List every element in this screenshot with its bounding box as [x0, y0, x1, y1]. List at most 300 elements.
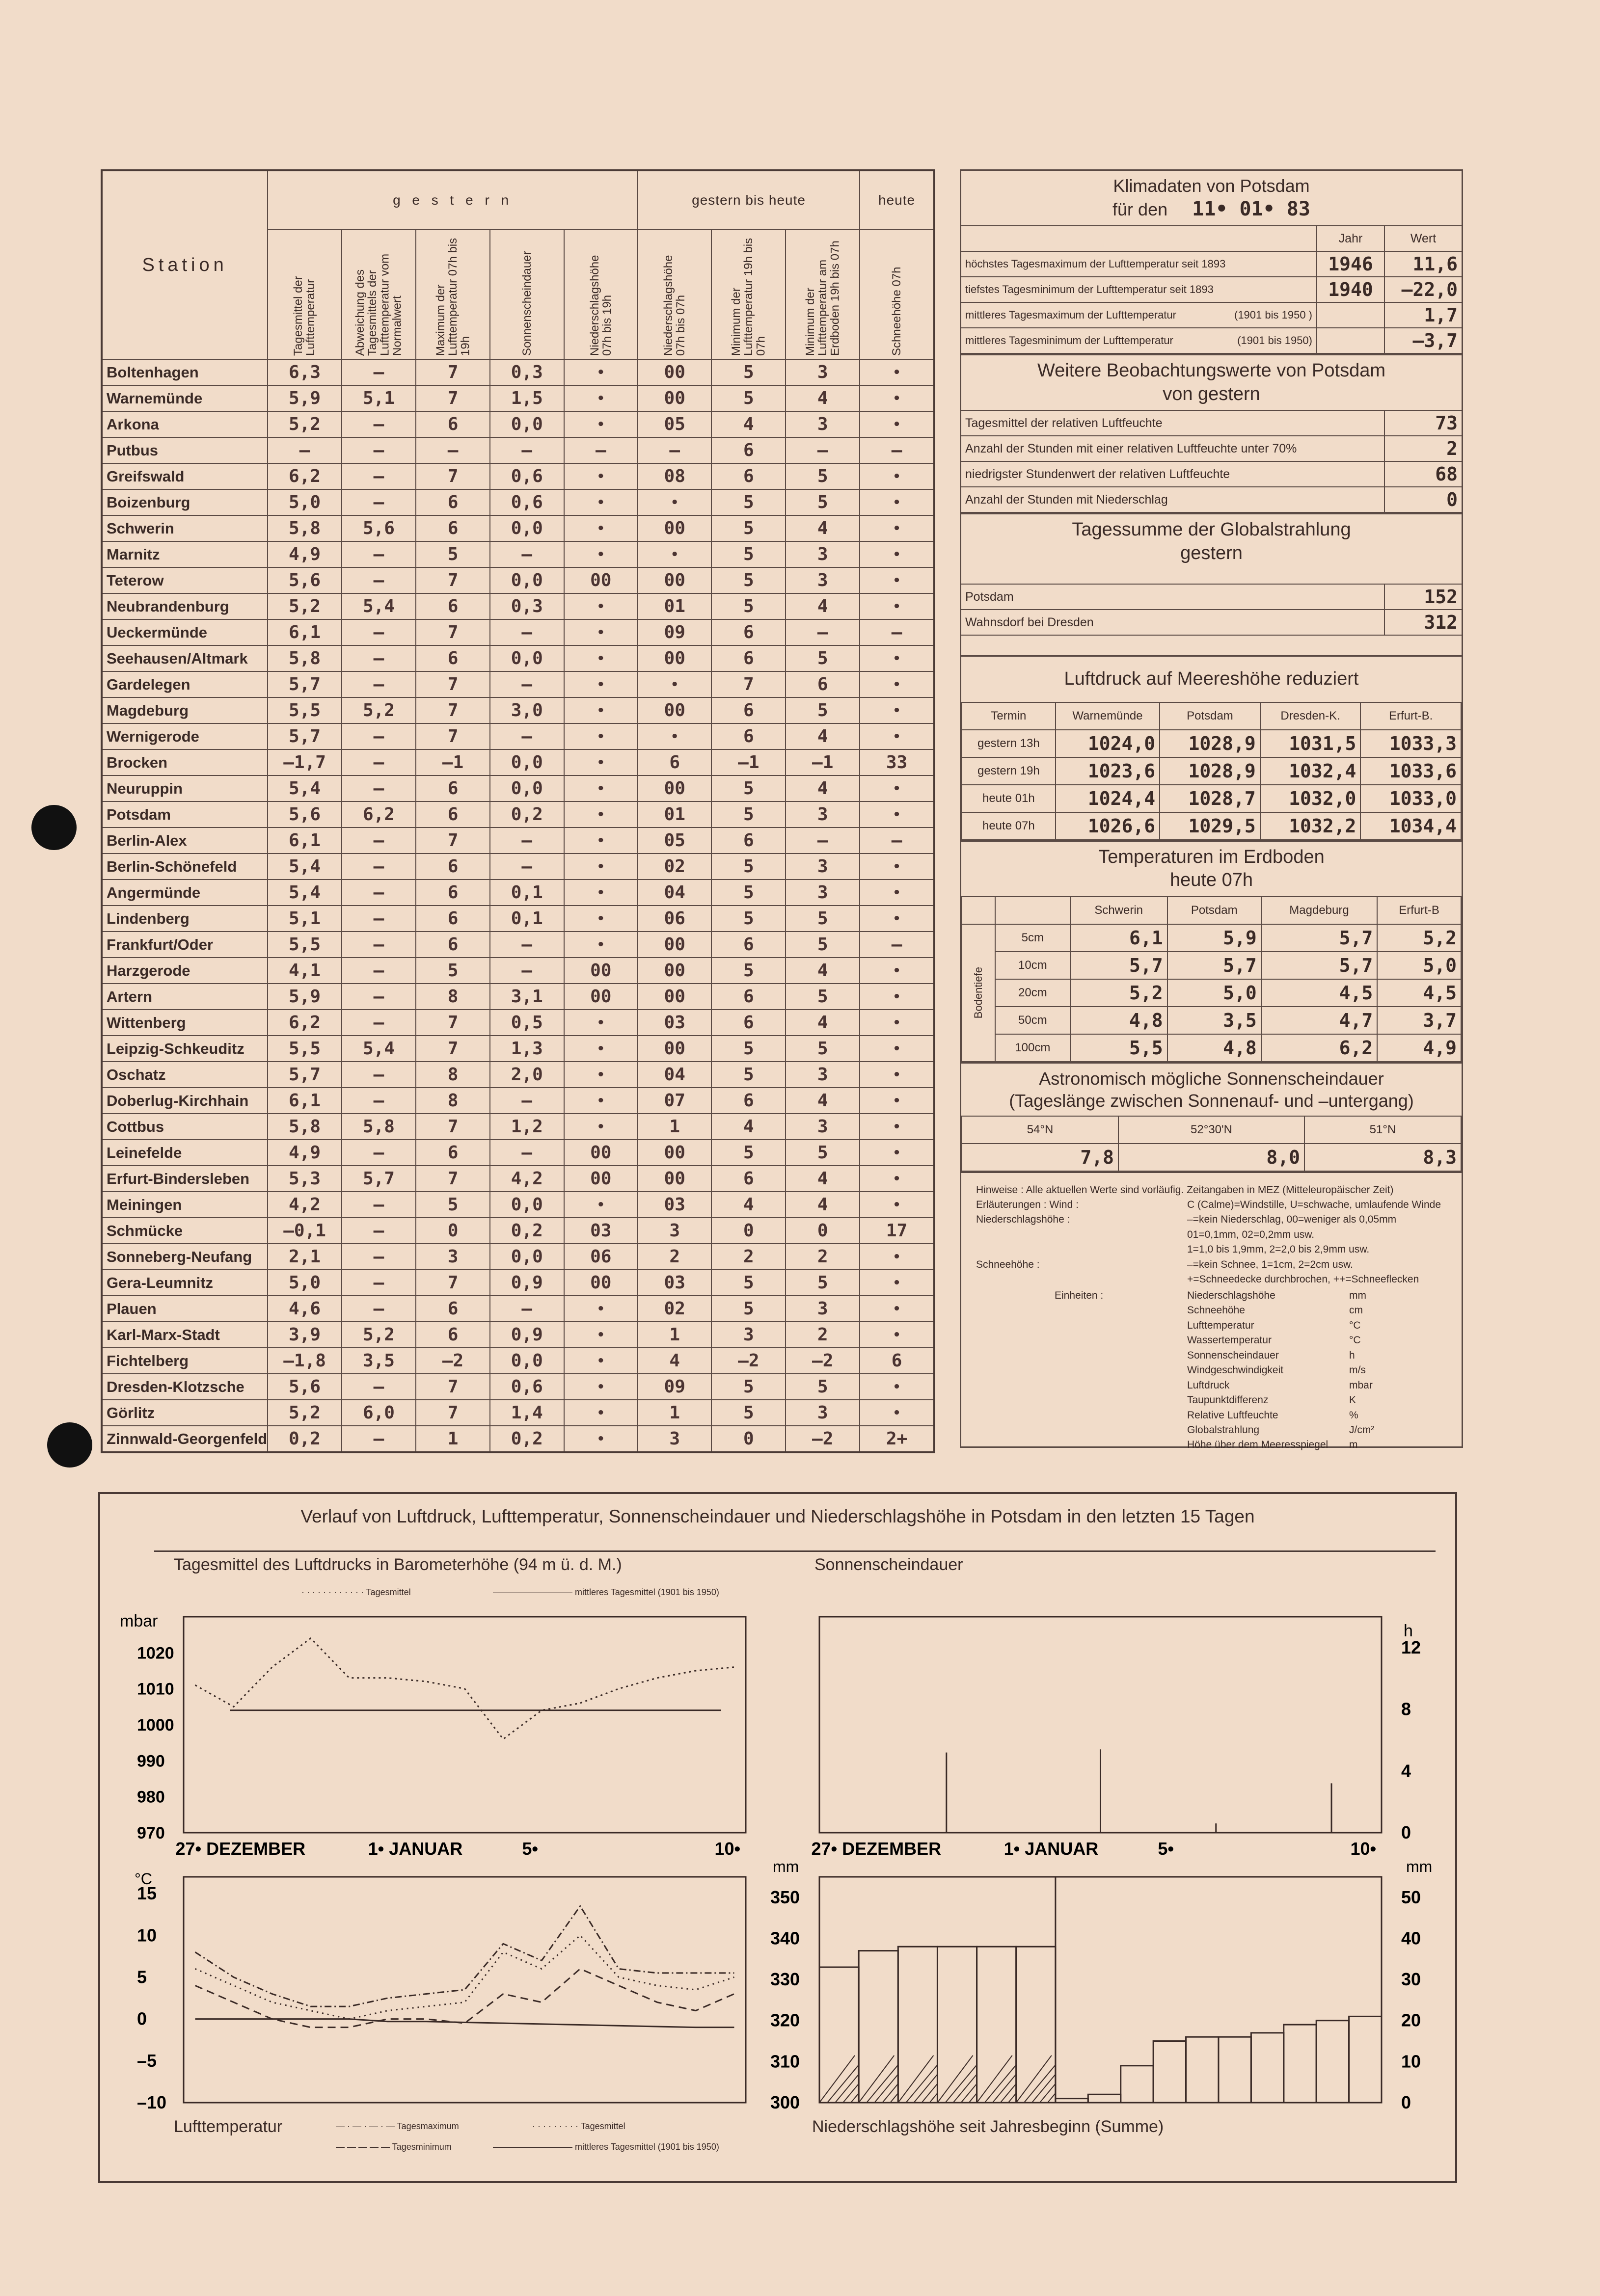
hinweise-text: –=kein Schnee, 1=1cm, 2=2cm usw.: [1187, 1258, 1353, 1270]
temp-series-1: [195, 1935, 734, 2019]
station-name: Warnemünde: [102, 385, 268, 411]
station-value: •: [860, 906, 934, 932]
station-value: 6: [786, 671, 860, 697]
einheit-unit: °C: [1349, 1319, 1361, 1331]
klimadaten-row: [961, 251, 1462, 277]
station-value: –: [342, 1140, 416, 1166]
station-value: –: [342, 619, 416, 645]
table-row: [102, 1296, 934, 1322]
einheit-name: Lufttemperatur: [1187, 1319, 1254, 1331]
col-header: [268, 230, 342, 359]
weitere-label: niedrigster Stundenwert der relativen Luftfeuchte: [961, 461, 1384, 487]
precip-hatch: [882, 2084, 898, 2103]
station-value: –: [416, 437, 490, 463]
station-value: 0,0: [490, 1192, 564, 1218]
station-value: •: [860, 1062, 934, 1088]
charts-panel: [98, 1492, 1457, 2183]
station-value: 4: [638, 1348, 711, 1374]
station-value: 6: [416, 645, 490, 671]
erdboden-col-header: Potsdam: [1167, 897, 1261, 924]
station-value: 6,1: [268, 1088, 342, 1114]
station-value: •: [564, 828, 638, 854]
klimadaten-period: (1901 bis 1950): [1237, 334, 1312, 347]
station-value: •: [564, 593, 638, 619]
sonne-table: [961, 1116, 1462, 1172]
station-value: –: [490, 1088, 564, 1114]
table-row: [102, 1218, 934, 1244]
station-value: 6: [416, 1296, 490, 1322]
station-value: –: [342, 567, 416, 593]
klimadaten-label: [961, 277, 1317, 302]
station-name: Neubrandenburg: [102, 593, 268, 619]
station-name: Magdeburg: [102, 697, 268, 723]
station-value: 00: [564, 1166, 638, 1192]
station-value: 0,1: [490, 906, 564, 932]
station-value: •: [860, 359, 934, 385]
table-row: [102, 489, 934, 515]
einheit-row: [1187, 1318, 1447, 1333]
col-jahr: Jahr: [1317, 226, 1384, 251]
station-value: 5: [786, 645, 860, 671]
station-name: Brocken: [102, 749, 268, 775]
einheit-unit: m: [1349, 1439, 1358, 1451]
einheit-name: Niederschlagshöhe: [1187, 1290, 1275, 1301]
station-value: 7: [416, 619, 490, 645]
pressure-x-tick-label: 10•: [714, 1839, 741, 1859]
hinweise-key: [976, 1242, 1187, 1257]
precip-prev-bar: [937, 1947, 976, 2103]
klimadaten-table: [961, 225, 1462, 354]
station-value: –: [638, 437, 711, 463]
station-name: Harzgerode: [102, 958, 268, 984]
station-value: –: [860, 932, 934, 958]
erdboden-title: Temperaturen im Erdboden: [1098, 846, 1325, 867]
sun-unit-label: h: [1404, 1622, 1413, 1640]
station-value: 5: [711, 385, 786, 411]
charts-svg: [100, 1494, 1455, 2181]
luftdruck-value: 1032,2: [1260, 812, 1361, 840]
station-value: •: [860, 1322, 934, 1348]
sonne-title: Astronomisch mögliche Sonnenscheindauer: [1039, 1068, 1384, 1089]
station-value: 5: [711, 1374, 786, 1400]
station-value: 8: [416, 1088, 490, 1114]
sonne-col-header: 52°30'N: [1118, 1116, 1304, 1144]
luftdruck-value: 1029,5: [1160, 812, 1260, 840]
station-value: 6: [711, 828, 786, 854]
station-value: –: [342, 932, 416, 958]
station-name: Wittenberg: [102, 1010, 268, 1036]
erdboden-value: 5,5: [1070, 1034, 1167, 1062]
station-value: 6,2: [268, 1010, 342, 1036]
station-value: 00: [638, 385, 711, 411]
klimadaten-jahr: [1317, 328, 1384, 353]
station-value: 7: [416, 828, 490, 854]
station-value: 0,0: [490, 775, 564, 801]
station-value: 00: [564, 1140, 638, 1166]
pressure-tick-label: 1000: [137, 1716, 174, 1735]
station-value: 05: [638, 828, 711, 854]
table-row: [102, 1322, 934, 1348]
erdboden-value: 4,7: [1261, 1007, 1377, 1034]
station-name: Dresden-Klotzsche: [102, 1374, 268, 1400]
luftdruck-value: 1031,5: [1260, 730, 1361, 757]
luftdruck-title: Luftdruck auf Meereshöhe reduziert: [1064, 668, 1359, 689]
station-value: 3: [786, 1296, 860, 1322]
station-value: •: [860, 541, 934, 567]
station-value: •: [860, 723, 934, 749]
hinweise-line: [976, 1198, 1447, 1212]
station-value: 3: [638, 1218, 711, 1244]
klimadaten-label-text: tiefstes Tagesminimum der Lufttemperatur seit 1893: [965, 283, 1214, 295]
luftdruck-row: [962, 730, 1461, 757]
erdboden-value: 5,7: [1167, 952, 1261, 979]
station-value: –: [490, 932, 564, 958]
station-value: •: [860, 1192, 934, 1218]
weitere-wert: 73: [1384, 410, 1462, 436]
hinweise-key: Niederschlagshöhe :: [976, 1214, 1070, 1226]
station-value: •: [564, 1348, 638, 1374]
precip-hatch: [961, 2084, 977, 2103]
station-value: 5,2: [342, 697, 416, 723]
station-value: –: [490, 1296, 564, 1322]
station-value: •: [564, 671, 638, 697]
station-value: –: [342, 411, 416, 437]
einheit-name: Taupunktdifferenz: [1187, 1394, 1269, 1406]
col-header: [711, 230, 786, 359]
station-value: •: [860, 1296, 934, 1322]
station-value: –2: [786, 1348, 860, 1374]
global-title: Tagessumme der Globalstrahlung: [1072, 519, 1351, 540]
station-value: •: [564, 1322, 638, 1348]
station-value: •: [564, 1192, 638, 1218]
station-value: 0,6: [490, 463, 564, 489]
station-value: 0: [711, 1426, 786, 1452]
station-value: 6: [860, 1348, 934, 1374]
station-name: Görlitz: [102, 1400, 268, 1426]
erdboden-depth-header: [995, 897, 1070, 924]
einheit-row: [1187, 1363, 1447, 1378]
station-value: 6: [416, 1322, 490, 1348]
station-value: 5: [711, 1400, 786, 1426]
station-value: •: [564, 749, 638, 775]
hinweise-text: C (Calme)=Windstille, U=schwache, umlaufende Winde: [1187, 1199, 1441, 1210]
station-value: 4,2: [268, 1192, 342, 1218]
precip-prev-bar: [859, 1951, 898, 2103]
erdboden-value: 3,7: [1377, 1007, 1461, 1034]
weitere-title: Weitere Beobachtungswerte von Potsdam: [1037, 360, 1386, 381]
station-value: •: [860, 880, 934, 906]
station-name: Neuruppin: [102, 775, 268, 801]
einheit-name: Luftdruck: [1187, 1379, 1230, 1391]
station-value: •: [564, 1400, 638, 1426]
station-value: •: [564, 906, 638, 932]
erdboden-header-row: [962, 897, 1461, 924]
station-value: •: [564, 775, 638, 801]
station-value: –: [490, 619, 564, 645]
station-value: –: [342, 1010, 416, 1036]
station-value: 5: [711, 567, 786, 593]
table-row: [102, 1036, 934, 1062]
station-value: 4: [711, 1114, 786, 1140]
col-header: [638, 230, 711, 359]
sonne-box: [960, 1064, 1463, 1173]
station-value: 3,9: [268, 1322, 342, 1348]
pressure-series-tagesmittel: [195, 1638, 734, 1739]
erdboden-depth: 50cm: [995, 1007, 1070, 1034]
sun-x-tick-label: 5•: [1158, 1839, 1174, 1859]
station-value: •: [564, 801, 638, 828]
precip-prev-bar: [977, 1947, 1016, 2103]
erdboden-row: [962, 1007, 1461, 1034]
station-value: 5,6: [268, 801, 342, 828]
station-value: 00: [638, 515, 711, 541]
station-value: 1,5: [490, 385, 564, 411]
klimadaten-label: [961, 302, 1317, 328]
station-value: 00: [638, 1036, 711, 1062]
col-header: [416, 230, 490, 359]
station-value: 5: [786, 1140, 860, 1166]
station-value: 4: [786, 515, 860, 541]
station-name: Fichtelberg: [102, 1348, 268, 1374]
station-value: 00: [638, 1140, 711, 1166]
erdboden-value: 5,7: [1261, 924, 1377, 952]
luftdruck-box: [960, 657, 1463, 842]
luftdruck-col-header: Termin: [962, 702, 1056, 730]
erdboden-box: [960, 842, 1463, 1064]
global-row: [961, 584, 1462, 610]
station-value: 6: [416, 515, 490, 541]
station-value: 0,2: [490, 1426, 564, 1452]
station-value: •: [564, 489, 638, 515]
table-row: [102, 697, 934, 723]
station-value: •: [860, 1244, 934, 1270]
hinweise-text: 01=0,1mm, 02=0,2mm usw.: [1187, 1228, 1315, 1240]
station-value: •: [860, 854, 934, 880]
einheit-row: [1187, 1393, 1447, 1408]
global-label: Potsdam: [961, 584, 1384, 610]
precip-hatch: [922, 2084, 937, 2103]
station-value: 0,5: [490, 1010, 564, 1036]
station-value: 5: [711, 1270, 786, 1296]
station-value: –2: [786, 1426, 860, 1452]
klimadaten-date: 11• 01• 83: [1192, 198, 1310, 220]
station-value: 06: [564, 1244, 638, 1270]
hinweise-text: 1=1,0 bis 1,9mm, 2=2,0 bis 2,9mm usw.: [1187, 1244, 1370, 1255]
station-value: 5,4: [268, 775, 342, 801]
table-row: [102, 463, 934, 489]
einheit-row: [1187, 1333, 1447, 1348]
table-row: [102, 828, 934, 854]
einheit-unit: K: [1349, 1394, 1356, 1406]
luftdruck-value: 1028,7: [1160, 785, 1260, 812]
hinweise-box: [960, 1173, 1463, 1451]
global-label: Wahnsdorf bei Dresden: [961, 610, 1384, 635]
precip-tick-left: 320: [770, 2010, 800, 2030]
station-name: Karl-Marx-Stadt: [102, 1322, 268, 1348]
temp-series-0: [195, 1906, 734, 2006]
erdboden-value: 4,9: [1377, 1034, 1461, 1062]
station-value: •: [860, 671, 934, 697]
sun-tick-label: 8: [1401, 1699, 1411, 1719]
station-value: 3,1: [490, 984, 564, 1010]
station-name: Schwerin: [102, 515, 268, 541]
station-name: Berlin-Alex: [102, 828, 268, 854]
station-value: –1: [711, 749, 786, 775]
station-value: 09: [638, 1374, 711, 1400]
precip-unit-left: mm: [773, 1858, 799, 1875]
erdboden-value: 4,5: [1377, 979, 1461, 1007]
station-value: 3: [786, 411, 860, 437]
station-value: 5,5: [268, 697, 342, 723]
pressure-tick-label: 970: [137, 1824, 165, 1842]
sun-tick-label: 0: [1401, 1822, 1411, 1842]
station-table: [101, 169, 935, 1453]
erdboden-value: 5,9: [1167, 924, 1261, 952]
luftdruck-value: 1032,4: [1260, 757, 1361, 785]
luftdruck-col-header: Warnemünde: [1056, 702, 1160, 730]
station-value: 5,4: [342, 593, 416, 619]
station-value: 0,0: [490, 1348, 564, 1374]
station-name: Leinefelde: [102, 1140, 268, 1166]
station-value: 2+: [860, 1426, 934, 1452]
weitere-row: [961, 410, 1462, 436]
station-value: 2: [786, 1322, 860, 1348]
erdboden-subtitle: heute 07h: [1169, 870, 1253, 890]
station-value: –: [786, 437, 860, 463]
station-value: 6,2: [342, 801, 416, 828]
col-header-text: Minimum der Lufttemperatur 19h bis 07h: [730, 238, 768, 356]
station-value: •: [564, 541, 638, 567]
station-value: 5,2: [268, 593, 342, 619]
station-value: 3: [786, 1114, 860, 1140]
station-value: 4: [786, 593, 860, 619]
table-row: [102, 1088, 934, 1114]
klimadaten-wert: –22,0: [1384, 277, 1462, 302]
station-value: 4: [786, 1192, 860, 1218]
station-value: 17: [860, 1218, 934, 1244]
precip-tick-right: 10: [1401, 2051, 1421, 2072]
hinweise-line: [976, 1228, 1447, 1242]
station-value: 03: [564, 1218, 638, 1244]
station-value: 7: [416, 1270, 490, 1296]
station-value: 6,3: [268, 359, 342, 385]
station-value: 6: [711, 1010, 786, 1036]
station-value: 3: [786, 1400, 860, 1426]
legend-temp-mittleres: ————————— mittleres Tagesmittel (1901 bis 1950): [493, 2142, 719, 2152]
pressure-tick-label: 980: [137, 1788, 165, 1807]
station-value: •: [564, 645, 638, 671]
station-value: •: [564, 1088, 638, 1114]
luftdruck-header-row: [962, 702, 1461, 730]
precip-hatch: [890, 2093, 898, 2103]
station-name: Erfurt-Bindersleben: [102, 1166, 268, 1192]
station-value: 5: [786, 489, 860, 515]
weitere-subtitle: von gestern: [1163, 383, 1260, 404]
station-value: •: [860, 1010, 934, 1036]
station-value: •: [860, 1374, 934, 1400]
station-value: 06: [638, 906, 711, 932]
erdboden-depth: 20cm: [995, 979, 1070, 1007]
erdboden-value: 5,7: [1070, 952, 1167, 979]
einheit-name: Relative Luftfeuchte: [1187, 1409, 1278, 1421]
weitere-wert: 2: [1384, 436, 1462, 461]
station-value: 5: [711, 515, 786, 541]
station-name: Greifswald: [102, 463, 268, 489]
station-value: 0,0: [490, 1244, 564, 1270]
station-value: 5: [711, 854, 786, 880]
station-value: 5,1: [342, 385, 416, 411]
station-value: 0,1: [490, 880, 564, 906]
station-value: 0,9: [490, 1322, 564, 1348]
station-value: 6: [711, 984, 786, 1010]
station-value: 0: [711, 1218, 786, 1244]
station-value: 1: [638, 1114, 711, 1140]
station-value: 8: [416, 984, 490, 1010]
station-value: 6: [416, 1140, 490, 1166]
station-value: 00: [564, 984, 638, 1010]
station-value: 6: [416, 854, 490, 880]
station-value: –: [268, 437, 342, 463]
station-value: 00: [564, 1270, 638, 1296]
erdboden-depth: 5cm: [995, 924, 1070, 952]
pressure-tick-label: 990: [137, 1752, 165, 1771]
station-name: Putbus: [102, 437, 268, 463]
table-row: [102, 437, 934, 463]
precip-tick-right: 0: [1401, 2092, 1411, 2112]
station-value: 3: [711, 1322, 786, 1348]
station-value: •: [564, 619, 638, 645]
group-heute: heute: [860, 170, 934, 230]
weitere-row: [961, 461, 1462, 487]
station-value: •: [860, 697, 934, 723]
table-row: [102, 593, 934, 619]
precip-hatch: [843, 2084, 859, 2103]
luftdruck-value: 1028,9: [1160, 730, 1260, 757]
station-value: 1: [416, 1426, 490, 1452]
weitere-row: [961, 487, 1462, 512]
station-value: •: [860, 958, 934, 984]
col-header: [342, 230, 416, 359]
station-value: 01: [638, 801, 711, 828]
station-value: 7: [416, 697, 490, 723]
precip-current-bar: [1316, 2021, 1349, 2103]
station-value: 5,2: [342, 1322, 416, 1348]
erdboden-row: [962, 979, 1461, 1007]
luftdruck-row: [962, 785, 1461, 812]
group-gestern-bis-heute: gestern bis heute: [638, 170, 860, 230]
precip-current-bar: [1056, 2099, 1088, 2103]
station-value: •: [860, 463, 934, 489]
station-value: 5: [711, 1036, 786, 1062]
station-value: •: [860, 515, 934, 541]
station-value: –: [490, 958, 564, 984]
station-name: Wernigerode: [102, 723, 268, 749]
station-value: 6: [416, 489, 490, 515]
station-name: Zinnwald-Georgenfeld: [102, 1426, 268, 1452]
station-value: 0,3: [490, 359, 564, 385]
luftdruck-value: 1028,9: [1160, 757, 1260, 785]
table-row: [102, 749, 934, 775]
hinweise-line: [976, 1257, 1447, 1272]
station-value: 0,0: [490, 515, 564, 541]
luftdruck-col-header: Erfurt-B.: [1360, 702, 1461, 730]
luftdruck-value: 1033,3: [1360, 730, 1461, 757]
precip-tick-right: 30: [1401, 1969, 1421, 1990]
table-row: [102, 619, 934, 645]
precip-hatch: [1048, 2093, 1056, 2103]
station-value: •: [564, 723, 638, 749]
table-row: [102, 958, 934, 984]
